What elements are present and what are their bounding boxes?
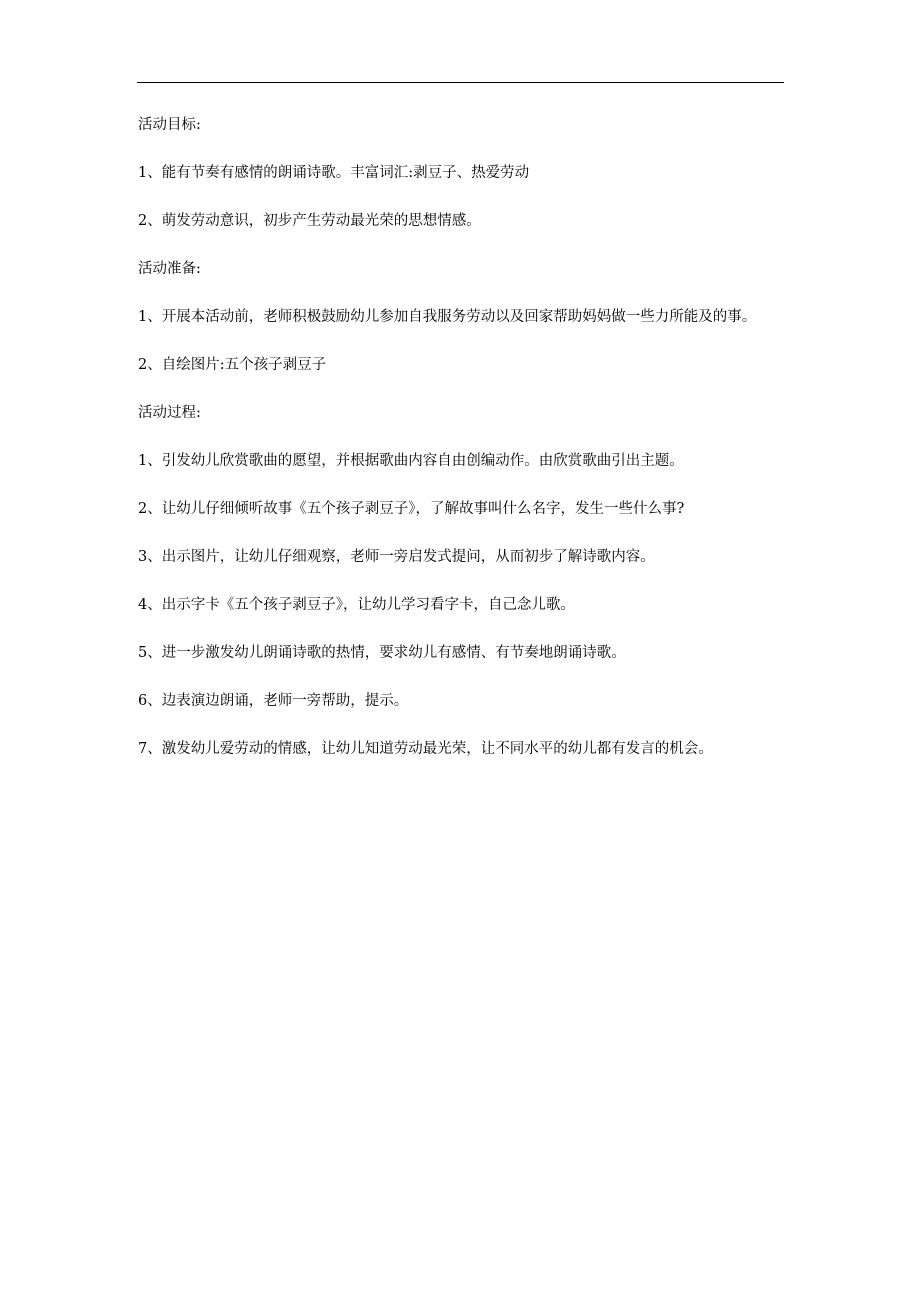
paragraph-process-4: 4、出示字卡《五个孩子剥豆子》，让幼儿学习看字卡，自己念儿歌。 (138, 597, 575, 613)
paragraph-preparation-2: 2、自绘图片:五个孩子剥豆子 (138, 357, 327, 373)
paragraph-process-5: 5、进一步激发幼儿朗诵诗歌的热情，要求幼儿有感情、有节奏地朗诵诗歌。 (138, 645, 626, 661)
paragraph-process-2: 2、让幼儿仔细倾听故事《五个孩子剥豆子》，了解故事叫什么名字，发生一些什么事? (138, 501, 685, 517)
paragraph-preparation-1: 1、开展本活动前，老师积极鼓励幼儿参加自我服务劳动以及回家帮助妈妈做一些力所能及的事。 (138, 309, 757, 325)
paragraph-process-3: 3、出示图片，让幼儿仔细观察，老师一旁启发式提问，从而初步了解诗歌内容。 (138, 549, 655, 565)
document-body (138, 113, 783, 761)
section-heading-goals: 活动目标: (138, 117, 201, 133)
paragraph-process-6: 6、边表演边朗诵，老师一旁帮助，提示。 (138, 693, 409, 709)
paragraph-process-7: 7、激发幼儿爱劳动的情感，让幼儿知道劳动最光荣，让不同水平的幼儿都有发言的机会。 (138, 741, 713, 757)
header-rule (137, 82, 784, 83)
section-heading-process: 活动过程: (138, 405, 201, 421)
paragraph-goal-2: 2、萌发劳动意识，初步产生劳动最光荣的思想情感。 (138, 213, 481, 229)
paragraph-goal-1: 1、能有节奏有感情的朗诵诗歌。丰富词汇:剥豆子、热爱劳动 (138, 165, 530, 181)
section-heading-preparation: 活动准备: (138, 261, 201, 277)
paragraph-process-1: 1、引发幼儿欣赏歌曲的愿望，并根据歌曲内容自由创编动作。由欣赏歌曲引出主题。 (138, 453, 684, 469)
